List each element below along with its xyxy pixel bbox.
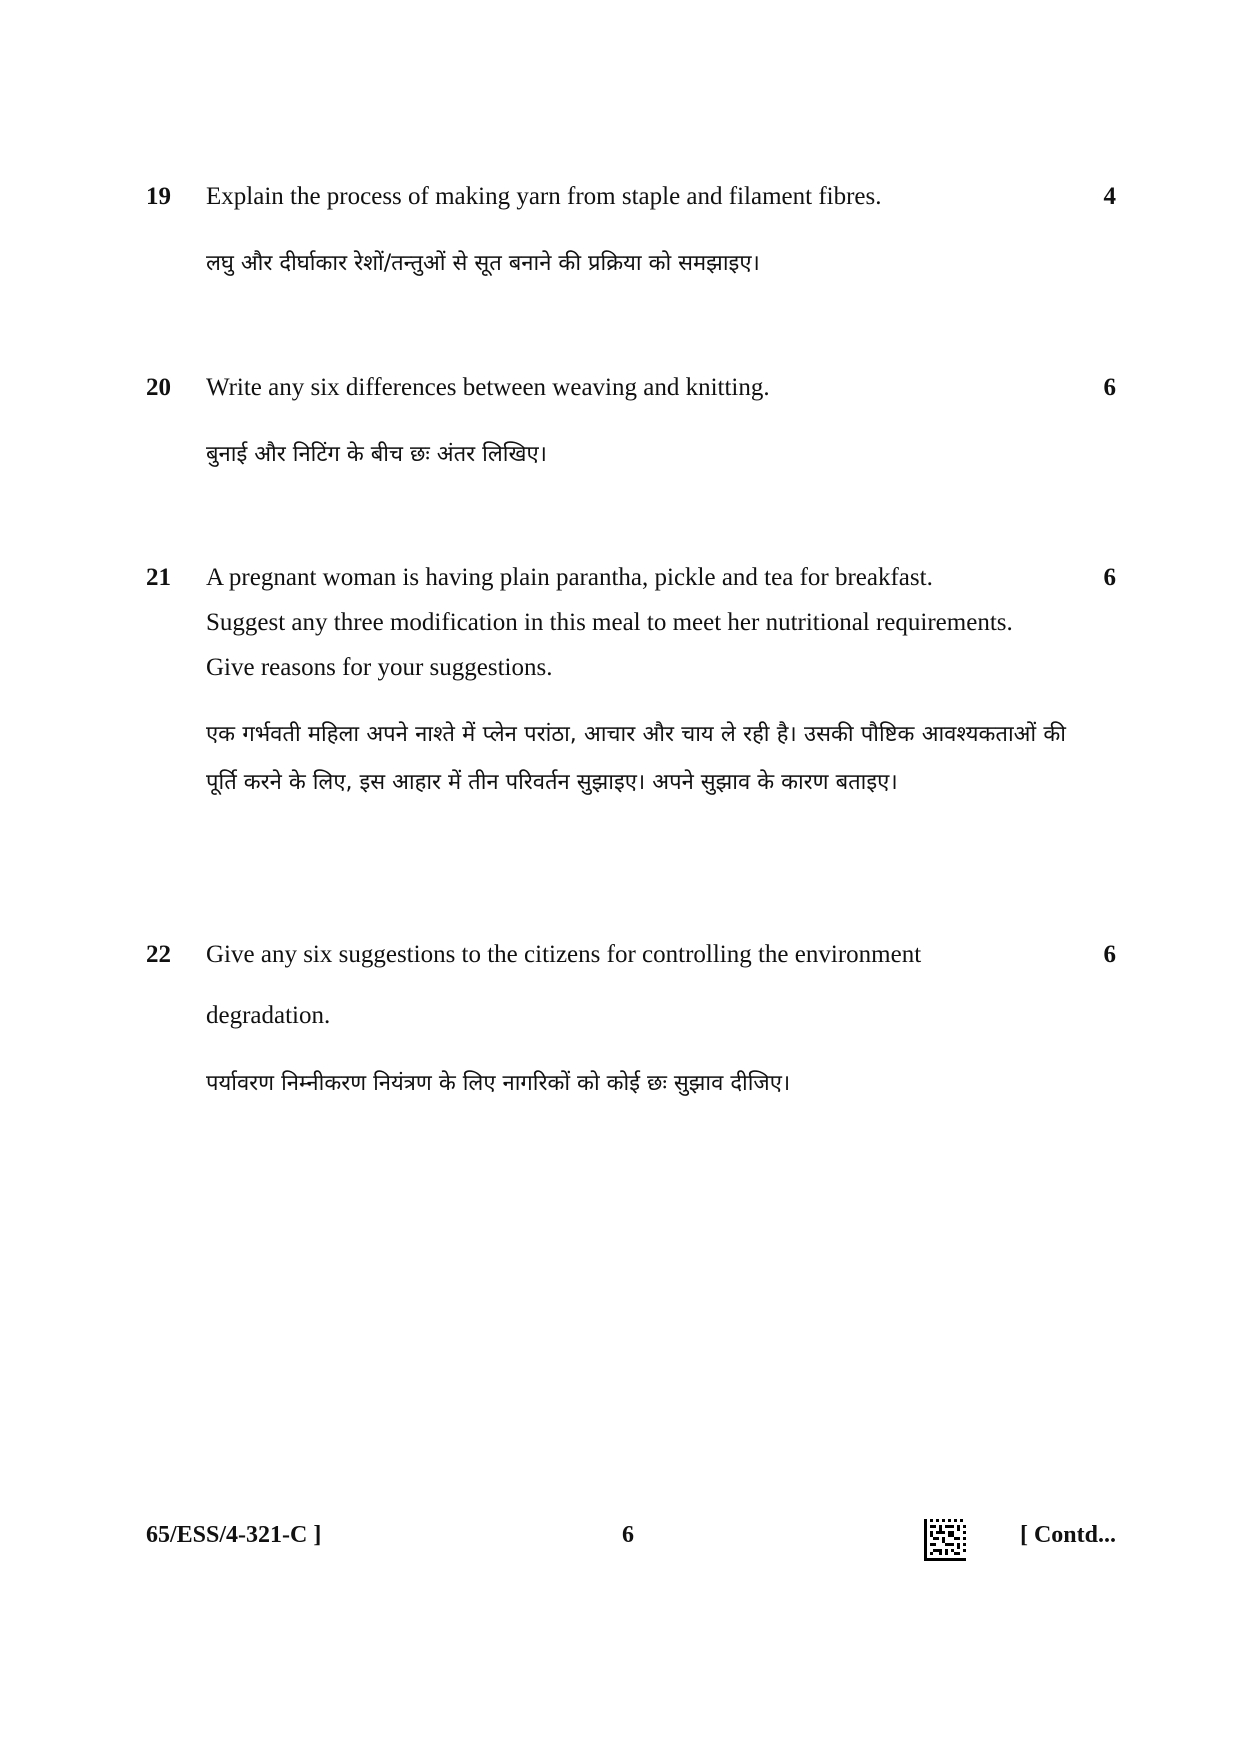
question-20-text-line-1: Write any six differences between weaving and knitting. — [206, 374, 770, 401]
question-22-text-line-1: Give any six suggestions to the citizens for controlling the environment — [206, 941, 922, 968]
question-22-text-line-2: degradation. — [206, 1002, 331, 1029]
continued-label: [ Contd... — [1019, 1522, 1116, 1548]
question-21-marks: 6 — [1103, 564, 1116, 591]
paper-code: 65/ESS/4-321-C ] — [146, 1522, 322, 1548]
question-21-number: 21 — [146, 564, 171, 591]
question-22-hindi-text: पर्यावरण निम्नीकरण नियंत्रण के लिए नागरिकों को कोई छः सुझाव दीजिए। — [206, 1071, 791, 1096]
question-22-marks: 6 — [1103, 941, 1116, 968]
question-20-hindi-text: बुनाई और निटिंग के बीच छः अंतर लिखिए। — [206, 442, 547, 467]
qr-code-icon — [924, 1519, 966, 1561]
page-number: 6 — [622, 1522, 634, 1548]
question-21-text-line-2: Suggest any three modification in this meal to meet her nutritional requirements. — [206, 609, 1013, 636]
question-22-number: 22 — [146, 941, 171, 968]
question-19-number: 19 — [146, 183, 171, 210]
question-21-hindi-text: एक गर्भवती महिला अपने नाश्ते में प्लेन परांठा, आचार और चाय ले रही है। उसकी पौष्टिक आवश्यकताओं की पूर्ति करने के लिए, इस आहार में तीन परिवर्तन सुझाइए। अपने सुझाव के कारण बताइए। — [206, 722, 1066, 795]
question-20-number: 20 — [146, 374, 171, 401]
question-20-marks: 6 — [1103, 374, 1116, 401]
question-21-text-line-3: Give reasons for your suggestions. — [206, 654, 553, 681]
question-21-text-line-1: A pregnant woman is having plain parantha, pickle and tea for breakfast. — [206, 564, 933, 591]
question-19-text-line-1: Explain the process of making yarn from staple and filament fibres. — [206, 183, 882, 210]
question-19-hindi-text: लघु और दीर्घाकार रेशों/तन्तुओं से सूत बनाने की प्रक्रिया को समझाइए। — [206, 251, 760, 276]
question-19-marks: 4 — [1103, 183, 1116, 210]
